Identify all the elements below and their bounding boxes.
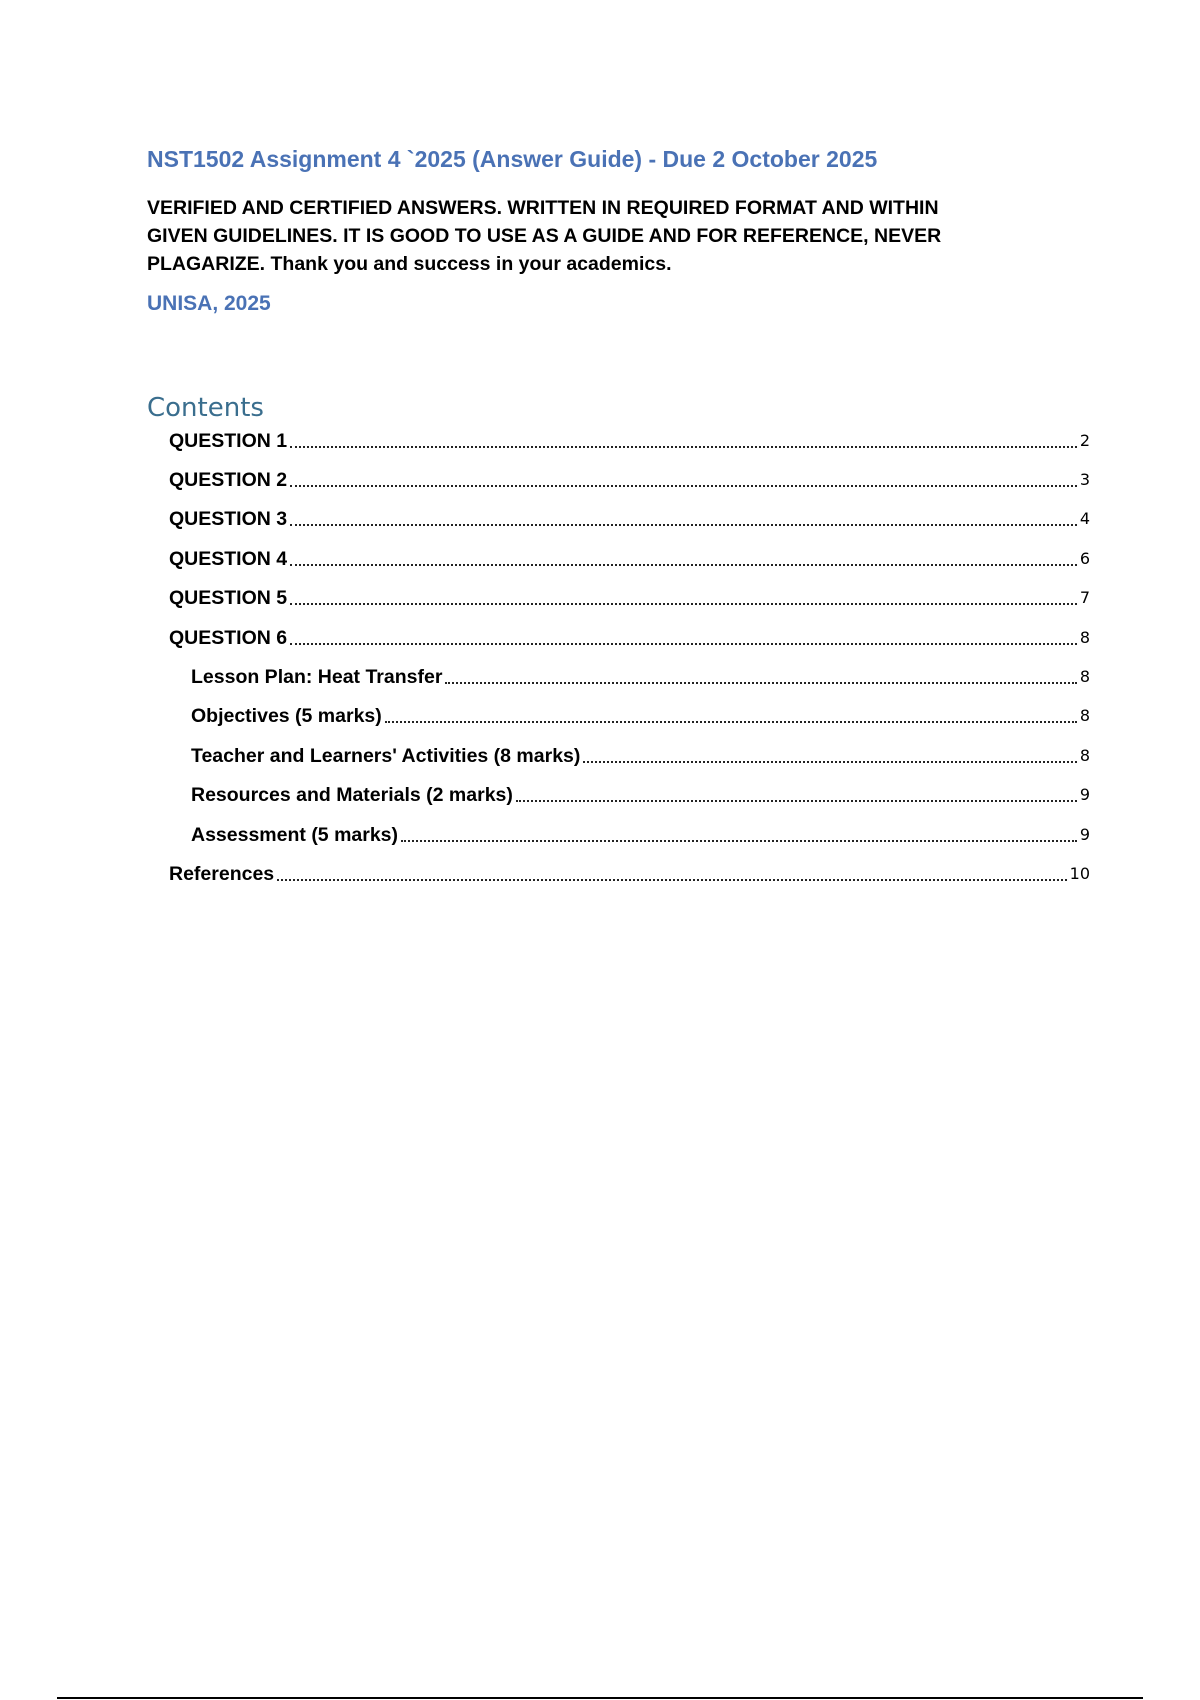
toc-entry-page: 9	[1079, 785, 1090, 804]
toc-entry-label: References	[169, 863, 275, 885]
toc-entry-activities[interactable]	[191, 743, 1090, 769]
toc-entry-page: 9	[1079, 825, 1090, 844]
toc-entry-objectives[interactable]	[191, 703, 1090, 729]
toc-entry-label: Teacher and Learners' Activities (8 marks)	[191, 745, 581, 767]
toc-entry-label: QUESTION 3	[169, 508, 288, 530]
document-title: NST1502 Assignment 4 `2025 (Answer Guide) - Due 2 October 2025	[147, 146, 878, 172]
toc-dot-leader	[401, 840, 1077, 842]
toc-entry-label: Lesson Plan: Heat Transfer	[191, 666, 443, 688]
toc-entry-question-4[interactable]	[169, 546, 1090, 572]
toc-entry-label: Resources and Materials (2 marks)	[191, 784, 513, 806]
toc-dot-leader	[445, 682, 1076, 684]
toc-dot-leader	[583, 761, 1076, 763]
document-subtitle: UNISA, 2025	[147, 292, 271, 315]
footer-rule	[57, 1697, 1143, 1699]
toc-entry-label: QUESTION 1	[169, 430, 288, 452]
toc-dot-leader	[290, 446, 1077, 448]
toc-entry-question-5[interactable]	[169, 585, 1090, 611]
toc-entry-page: 6	[1079, 549, 1090, 568]
toc-entry-page: 4	[1079, 509, 1090, 528]
toc-entry-question-2[interactable]	[169, 467, 1090, 493]
toc-entry-label: Objectives (5 marks)	[191, 705, 382, 727]
intro-paragraph	[147, 194, 1067, 278]
intro-line: GIVEN GUIDELINES. IT IS GOOD TO USE AS A GUIDE AND FOR REFERENCE, NEVER	[147, 225, 942, 247]
toc-dot-leader	[290, 485, 1077, 487]
toc-dot-leader	[290, 564, 1077, 566]
toc-entry-page: 7	[1079, 588, 1090, 607]
toc-entry-page: 8	[1079, 746, 1090, 765]
intro-line: PLAGARIZE. Thank you and success in your academics.	[147, 253, 672, 275]
toc-entry-page: 10	[1069, 864, 1090, 883]
toc-dot-leader	[277, 879, 1066, 881]
toc-dot-leader	[290, 524, 1077, 526]
toc-entry-page: 8	[1079, 628, 1090, 647]
toc-entry-page: 2	[1079, 431, 1090, 450]
toc-entry-assessment[interactable]	[191, 822, 1090, 848]
toc-dot-leader	[516, 800, 1077, 802]
toc-entry-question-1[interactable]	[169, 428, 1090, 454]
intro-line: VERIFIED AND CERTIFIED ANSWERS. WRITTEN IN REQUIRED FORMAT AND WITHIN	[147, 197, 939, 219]
toc-entry-question-3[interactable]	[169, 506, 1090, 532]
toc-dot-leader	[385, 721, 1077, 723]
toc-dot-leader	[290, 603, 1077, 605]
toc-entry-page: 3	[1079, 470, 1090, 489]
contents-heading: Contents	[147, 393, 264, 423]
toc-entry-resources[interactable]	[191, 782, 1090, 808]
toc-entry-references[interactable]	[169, 861, 1090, 887]
toc-entry-lesson-plan[interactable]	[191, 664, 1090, 690]
toc-entry-question-6[interactable]	[169, 625, 1090, 651]
toc-entry-label: QUESTION 6	[169, 627, 288, 649]
toc-entry-label: QUESTION 2	[169, 469, 288, 491]
toc-dot-leader	[290, 643, 1077, 645]
toc-entry-page: 8	[1079, 667, 1090, 686]
toc-entry-label: QUESTION 4	[169, 548, 288, 570]
toc-entry-label: QUESTION 5	[169, 587, 288, 609]
toc-entry-label: Assessment (5 marks)	[191, 824, 399, 846]
toc-entry-page: 8	[1079, 706, 1090, 725]
